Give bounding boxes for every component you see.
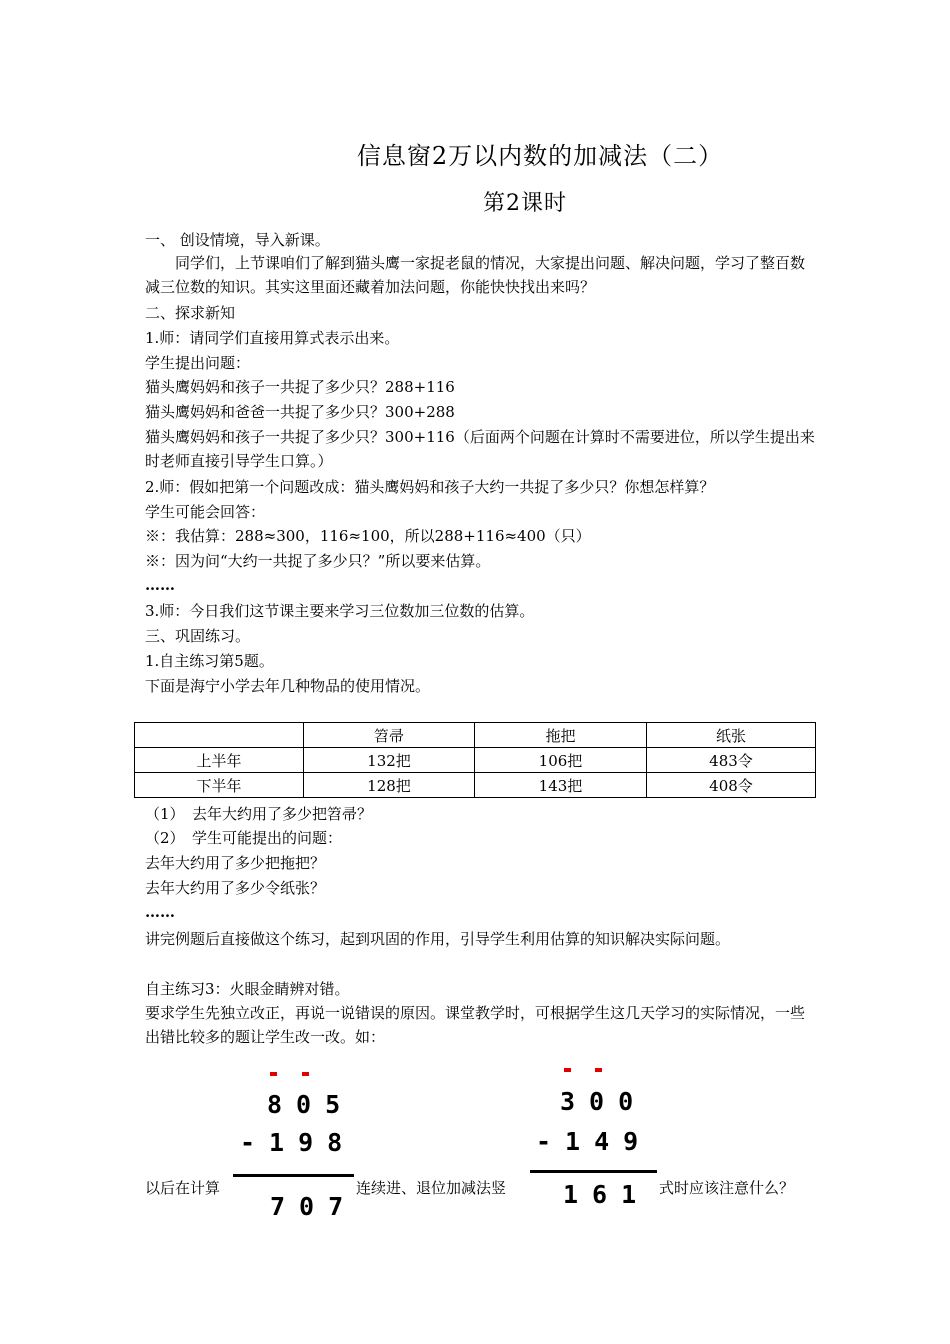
exercise-3-heading: 自主练习3：火眼金睛辨对错。 bbox=[145, 980, 350, 998]
question-2-a: ※：我估算：288≈300，116≈100，所以288+116≈400（只） bbox=[145, 527, 591, 545]
table-header-cell: 笤帚 bbox=[304, 723, 475, 748]
question-1-a: 猫头鹰妈妈和孩子一共捉了多少只？288+116 bbox=[145, 378, 455, 396]
exercise-1-question-2: （2） 学生可能提出的问题： bbox=[145, 829, 343, 847]
question-1-students: 学生提出问题： bbox=[145, 354, 251, 372]
question-2: 2.师：假如把第一个问题改成：猫头鹰妈妈和孩子大约一共捉了多少只？你想怎样算？ bbox=[145, 478, 715, 496]
question-2-students: 学生可能会回答： bbox=[145, 503, 266, 521]
table-cell: 128把 bbox=[304, 773, 475, 798]
table-header-cell: 纸张 bbox=[647, 723, 816, 748]
left-subtrahend: -198 bbox=[240, 1128, 357, 1157]
left-minuend: 805 bbox=[267, 1090, 355, 1119]
exercise-1-question-2a: 去年大约用了多少把拖把？ bbox=[145, 854, 326, 872]
right-result: 161 bbox=[563, 1180, 651, 1209]
table-header-cell: 拖把 bbox=[475, 723, 647, 748]
question-1-c: 猫头鹰妈妈和孩子一共捉了多少只？300+116（后面两个问题在计算时不需要进位，所以学生提出来时老师直接引导学生口算。） bbox=[145, 428, 815, 470]
exercise-1-question-2b: 去年大约用了多少令纸张？ bbox=[145, 879, 326, 897]
table-cell: 106把 bbox=[475, 748, 647, 773]
borrow-dot bbox=[564, 1068, 571, 1072]
section-1-paragraph: 同学们，上节课咱们了解到猫头鹰一家捉老鼠的情况，大家提出问题、解决问题，学习了整百数减三位数的知识。其实这里面还藏着加法问题，你能快快找出来吗？ bbox=[145, 254, 806, 296]
question-1-b: 猫头鹰妈妈和爸爸一共捉了多少只？300+288 bbox=[145, 403, 455, 421]
table-cell: 上半年 bbox=[135, 748, 304, 773]
right-minuend: 300 bbox=[560, 1087, 648, 1116]
question-1: 1.师：请同学们直接用算式表示出来。 bbox=[145, 329, 400, 347]
question-2-b: ※：因为问“大约一共捉了多少只？”所以要来估算。 bbox=[145, 552, 491, 570]
table-cell: 483令 bbox=[647, 748, 816, 773]
exercise-1: 1.自主练习第5题。 bbox=[145, 652, 274, 670]
right-subtrahend: -149 bbox=[536, 1127, 653, 1156]
page-title: 信息窗2万以内数的加减法（二） bbox=[356, 142, 724, 170]
usage-table bbox=[134, 722, 816, 798]
exercise-1-question-1: （1） 去年大约用了多少把笤帚？ bbox=[145, 805, 373, 823]
right-sum-line bbox=[530, 1170, 657, 1173]
section-3-heading: 三、巩固练习。 bbox=[145, 627, 251, 645]
section-2-heading: 二、探求新知 bbox=[145, 304, 236, 322]
section-1-heading: 一、 创设情境，导入新课。 bbox=[145, 231, 330, 249]
ellipsis-2: …… bbox=[145, 903, 175, 921]
table-cell: 132把 bbox=[304, 748, 475, 773]
left-result: 707 bbox=[270, 1192, 358, 1221]
table-cell: 下半年 bbox=[135, 773, 304, 798]
exercise-1-note: 讲完例题后直接做这个练习，起到巩固的作用，引导学生利用估算的知识解决实际问题。 bbox=[145, 930, 731, 948]
table-row bbox=[135, 748, 816, 773]
table-cell: 143把 bbox=[475, 773, 647, 798]
lesson-subtitle: 第2课时 bbox=[483, 191, 567, 216]
borrow-dot bbox=[595, 1068, 602, 1072]
question-3: 3.师：今日我们这节课主要来学习三位数加三位数的估算。 bbox=[145, 602, 535, 620]
final-text-part-3: 式时应该注意什么？ bbox=[659, 1179, 795, 1197]
borrow-dot bbox=[302, 1072, 309, 1076]
left-sum-line bbox=[233, 1174, 354, 1177]
ellipsis-1: …… bbox=[145, 576, 175, 594]
borrow-dot bbox=[270, 1072, 277, 1076]
table-header-row bbox=[135, 723, 816, 748]
exercise-1-intro: 下面是海宁小学去年几种物品的使用情况。 bbox=[145, 677, 431, 695]
exercise-3-paragraph: 要求学生先独立改正，再说一说错误的原因。课堂教学时，可根据学生这几天学习的实际情况，一些出错比较多的题让学生改一改。如： bbox=[145, 1004, 806, 1046]
table-row bbox=[135, 773, 816, 798]
table-cell: 408令 bbox=[647, 773, 816, 798]
table-header-cell bbox=[135, 723, 304, 748]
final-text-part-2: 连续进、退位加减法竖 bbox=[356, 1179, 507, 1197]
final-text-part-1: 以后在计算 bbox=[145, 1179, 221, 1197]
